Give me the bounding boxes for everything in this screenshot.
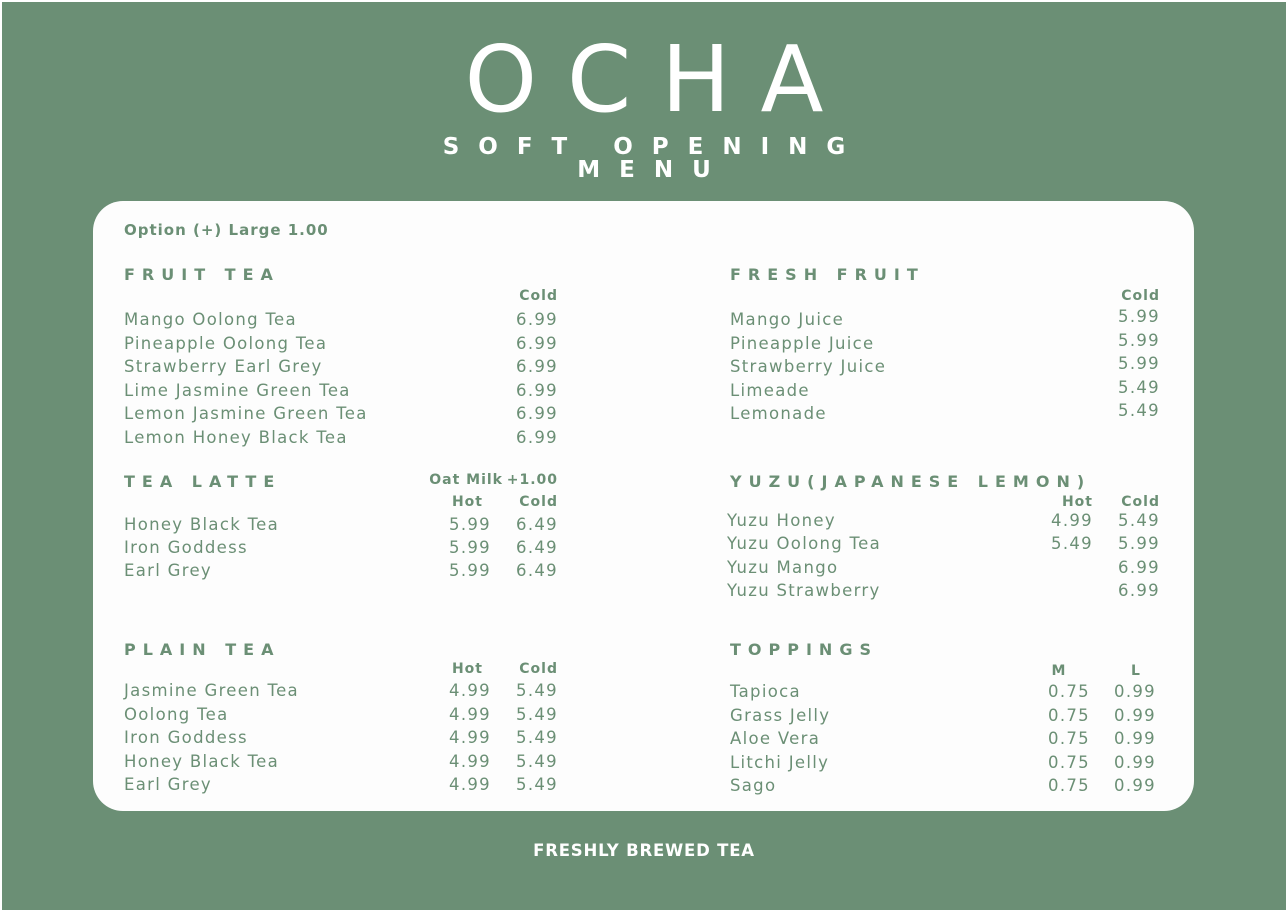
menu-item-name: Jasmine Green Tea: [124, 681, 299, 700]
menu-item-price-cold: 5.99: [1118, 534, 1160, 554]
column-header-cold: Cold: [1121, 494, 1160, 510]
menu-item-price-cold: 6.99: [516, 404, 558, 423]
menu-item-price-cold: 6.49: [516, 561, 558, 580]
menu-item-price-cold: 5.99: [1118, 307, 1160, 326]
menu-item-name: Yuzu Strawberry: [727, 580, 881, 600]
menu-item-price-cold: 6.99: [1118, 557, 1160, 577]
menu-item-name: Strawberry Juice: [730, 357, 887, 376]
menu-item-price-m: 0.75: [1048, 729, 1090, 748]
column-header-hot: Hot: [1061, 494, 1093, 510]
menu-item-name: Oolong Tea: [124, 704, 229, 724]
menu-item-price-hot: 4.99: [449, 775, 491, 794]
menu-item-name: Limeade: [730, 380, 810, 400]
menu-item-name: Pineapple Oolong Tea: [124, 333, 328, 353]
menu-item-price-l: 0.99: [1114, 705, 1156, 725]
menu-item-price-cold: 6.99: [516, 357, 558, 376]
menu-item-price-cold: 6.99: [516, 310, 558, 329]
menu-item-price-cold: 5.49: [516, 704, 558, 724]
menu-item-price-m: 0.75: [1048, 776, 1090, 795]
menu-item-name: Iron Goddess: [124, 728, 248, 747]
menu-item-price-m: 0.75: [1048, 752, 1090, 772]
menu-item-name: Lemon Honey Black Tea: [124, 427, 348, 447]
menu-item-name: Mango Oolong Tea: [124, 310, 297, 329]
footer-tagline: FRESHLY BREWED TEA: [533, 841, 755, 860]
menu-item-price-hot: 5.49: [1051, 534, 1093, 554]
menu-item-name: Honey Black Tea: [124, 515, 280, 534]
menu-item-name: Litchi Jelly: [730, 752, 830, 772]
menu-item-price-l: 0.99: [1114, 682, 1156, 701]
menu-item-price-l: 0.99: [1114, 729, 1156, 748]
menu-item-price-cold: 5.49: [516, 728, 558, 747]
option-note: Option (+) Large 1.00: [124, 221, 329, 239]
menu-item-name: Sago: [730, 776, 777, 795]
menu-item-name: Yuzu Honey: [727, 511, 836, 530]
column-header-cold: Cold: [519, 494, 558, 510]
menu-item-name: Yuzu Oolong Tea: [727, 534, 881, 554]
menu-item-name: Mango Juice: [730, 310, 845, 329]
menu-item-price-cold: 6.49: [516, 538, 558, 557]
menu-item-price-cold: 5.49: [1118, 377, 1160, 397]
menu-item-price-hot: 4.99: [449, 751, 491, 771]
column-header-medium: M: [1051, 663, 1067, 679]
menu-item-price-cold: 6.99: [516, 427, 558, 447]
menu-item-price-hot: 4.99: [449, 704, 491, 724]
ocha-logo: OCHA: [464, 26, 854, 133]
menu-item-name: Lime Jasmine Green Tea: [124, 380, 351, 400]
section-title-fruit-tea: FRUIT TEA: [124, 265, 280, 284]
menu-item-price-cold: 6.49: [516, 515, 558, 534]
menu-item-price-hot: 4.99: [1051, 511, 1093, 530]
menu-item-price-hot: 4.99: [449, 728, 491, 747]
subtitle-menu: MENU: [577, 157, 730, 183]
menu-item-price-hot: 5.99: [449, 515, 491, 534]
menu-item-price-cold: 5.49: [516, 681, 558, 700]
menu-item-price-cold: 5.49: [1118, 511, 1160, 530]
column-header-cold: Cold: [519, 288, 558, 304]
menu-item-price-cold: 5.49: [1118, 401, 1160, 420]
column-header-hot: Hot: [451, 494, 483, 510]
subtitle-soft-opening: SOFT OPENING: [442, 134, 865, 160]
section-title-plain-tea: PLAIN TEA: [124, 640, 281, 659]
menu-item-price-l: 0.99: [1114, 776, 1156, 795]
oat-milk-label: Oat Milk: [429, 472, 503, 488]
oat-milk-price: +1.00: [506, 472, 558, 488]
menu-item-name: Pineapple Juice: [730, 333, 875, 353]
menu-item-name: Lemon Jasmine Green Tea: [124, 404, 368, 423]
column-header-cold: Cold: [519, 661, 558, 677]
menu-item-name: Iron Goddess: [124, 538, 248, 557]
menu-item-price-m: 0.75: [1048, 682, 1090, 701]
column-header-hot: Hot: [451, 661, 483, 677]
menu-item-price-l: 0.99: [1114, 752, 1156, 772]
menu-item-price-cold: 5.99: [1118, 354, 1160, 373]
menu-card: [93, 201, 1194, 811]
menu-item-name: Earl Grey: [124, 561, 212, 580]
menu-page: [2, 2, 1286, 910]
menu-item-price-cold: 5.49: [516, 751, 558, 771]
section-title-toppings: TOPPINGS: [730, 640, 878, 659]
menu-item-price-cold: 5.49: [516, 775, 558, 794]
menu-item-name: Earl Grey: [124, 775, 212, 794]
menu-item-price-cold: 5.99: [1118, 330, 1160, 350]
menu-item-price-hot: 5.99: [449, 538, 491, 557]
menu-item-name: Grass Jelly: [730, 705, 831, 725]
menu-item-price-m: 0.75: [1048, 705, 1090, 725]
section-title-tea-latte: TEA LATTE: [124, 472, 282, 491]
menu-item-name: Lemonade: [730, 404, 827, 423]
menu-item-price-cold: 6.99: [1118, 580, 1160, 600]
menu-item-price-hot: 5.99: [449, 561, 491, 580]
menu-item-name: Tapioca: [730, 682, 801, 701]
menu-item-name: Strawberry Earl Grey: [124, 357, 323, 376]
section-title-yuzu: YUZU(JAPANESE LEMON): [730, 472, 1092, 491]
menu-item-name: Honey Black Tea: [124, 751, 280, 771]
menu-item-price-cold: 6.99: [516, 333, 558, 353]
section-title-fresh-fruit: FRESH FRUIT: [730, 265, 925, 284]
column-header-cold: Cold: [1121, 288, 1160, 304]
menu-item-name: Aloe Vera: [730, 729, 821, 748]
menu-item-price-hot: 4.99: [449, 681, 491, 700]
column-header-large: L: [1131, 663, 1141, 679]
menu-item-name: Yuzu Mango: [727, 557, 839, 577]
menu-item-price-cold: 6.99: [516, 380, 558, 400]
